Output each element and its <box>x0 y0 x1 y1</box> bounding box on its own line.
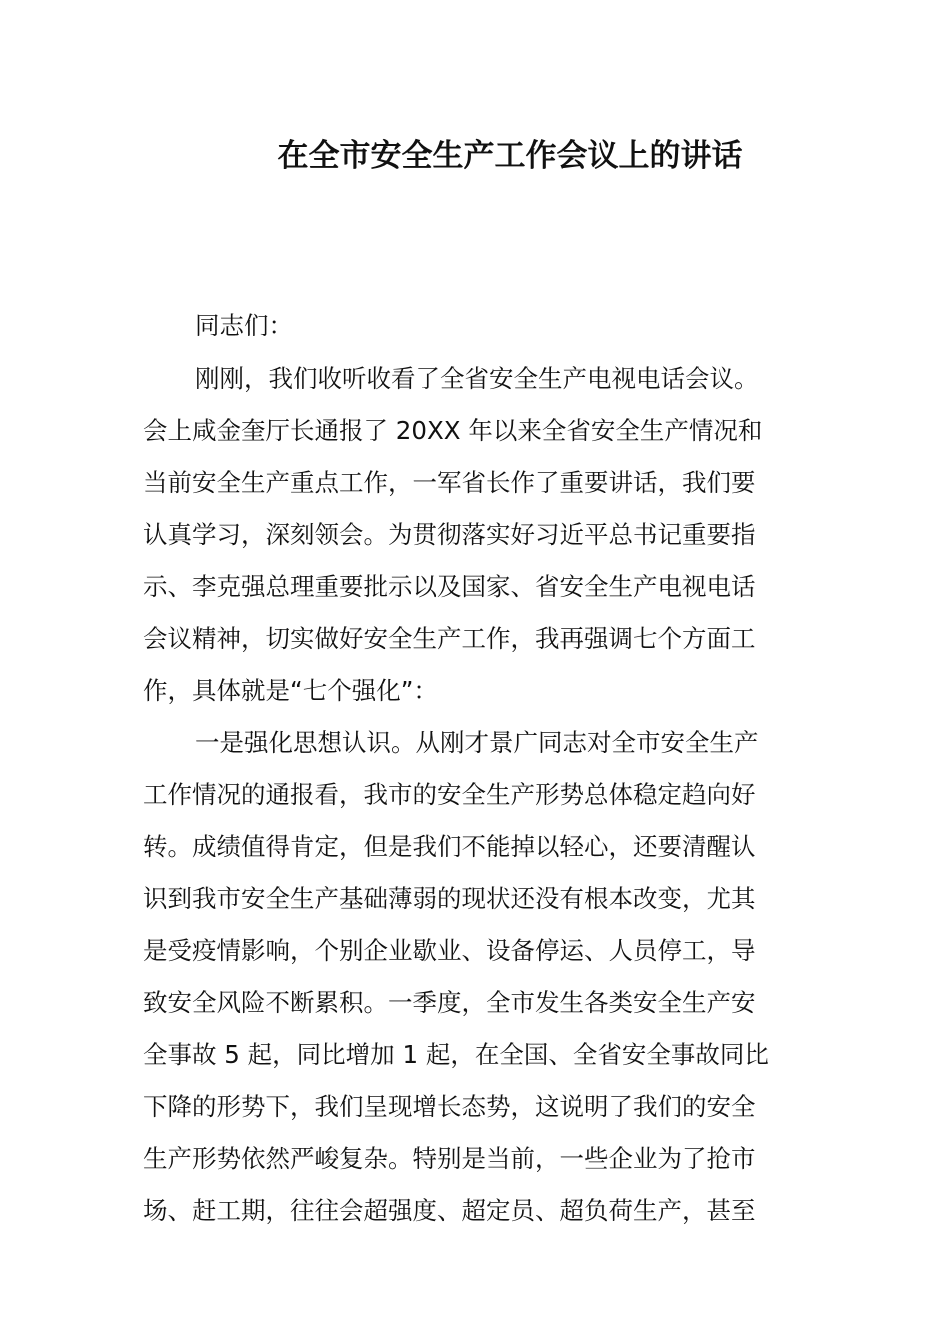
document-body <box>143 353 813 1237</box>
paragraph-line: 工作情况的通报看，我市的安全生产形势总体稳定趋向好 <box>143 780 756 809</box>
paragraph-line: 下降的形势下，我们呈现增长态势，这说明了我们的安全 <box>143 1092 756 1121</box>
paragraph-line: 全事故 5 起，同比增加 1 起，在全国、全省安全事故同比 <box>143 1040 769 1069</box>
document-title: 在全市安全生产工作会议上的讲话 <box>277 138 743 174</box>
paragraph-line: 当前安全生产重点工作，一军省长作了重要讲话，我们要 <box>143 468 756 497</box>
paragraph-line: 转。成绩值得肯定，但是我们不能掉以轻心，还要清醒认 <box>143 832 756 861</box>
paragraph-line: 示、李克强总理重要批示以及国家、省安全生产电视电话 <box>143 572 756 601</box>
paragraph-first-line: 刚刚，我们收听收看了全省安全生产电视电话会议。 <box>195 364 759 393</box>
paragraph-line: 会议精神，切实做好安全生产工作，我再强调七个方面工 <box>143 624 756 653</box>
paragraph-line: 是受疫情影响，个别企业歇业、设备停运、人员停工，导 <box>143 936 756 965</box>
paragraph-line: 会上咸金奎厅长通报了 20XX 年以来全省安全生产情况和 <box>143 416 763 445</box>
paragraph-line: 致安全风险不断累积。一季度，全市发生各类安全生产安 <box>143 988 756 1017</box>
paragraph-line: 场、赶工期，往往会超强度、超定员、超负荷生产，甚至 <box>143 1196 756 1225</box>
paragraph-line: 作，具体就是“七个强化”： <box>143 676 438 705</box>
paragraph-line: 识到我市安全生产基础薄弱的现状还没有根本改变，尤其 <box>143 884 756 913</box>
paragraph-line: 生产形势依然严峻复杂。特别是当前，一些企业为了抢市 <box>143 1144 756 1173</box>
salutation: 同志们： <box>195 311 293 340</box>
paragraph-line: 认真学习，深刻领会。为贯彻落实好习近平总书记重要指 <box>143 520 756 549</box>
paragraph-first-line: 一是强化思想认识。从刚才景广同志对全市安全生产 <box>195 728 759 757</box>
